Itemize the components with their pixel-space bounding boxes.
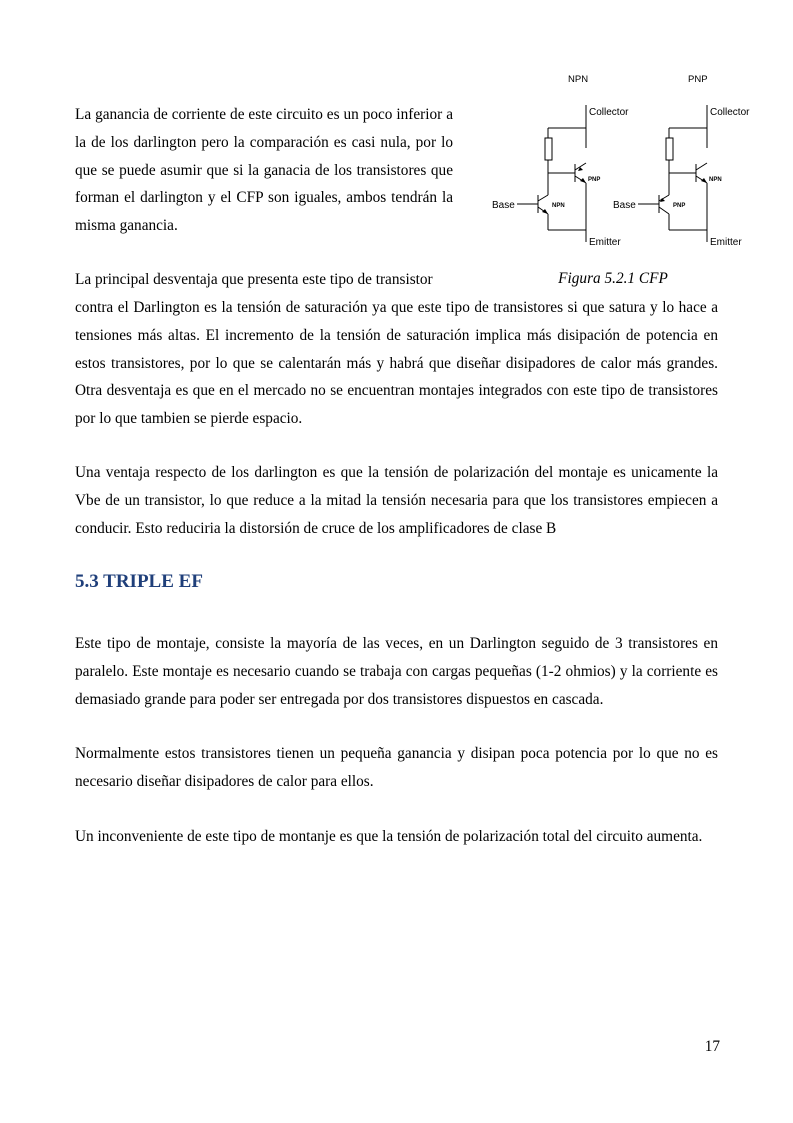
- right-lower-transistor-label: PNP: [673, 203, 686, 209]
- page-number: 17: [704, 1038, 720, 1055]
- left-base-label: Base: [492, 200, 515, 211]
- section-heading: 5.3 TRIPLE EF: [75, 571, 203, 592]
- paragraph-low-gain: Normalmente estos transistores tienen un pequeña ganancia y disipan poca potencia por lo que no es necesario diseñar disipadores de calor para ellos.: [75, 745, 718, 790]
- right-base-label: Base: [613, 200, 636, 211]
- left-upper-transistor-label: PNP: [588, 177, 601, 183]
- pnp-title: PNP: [688, 74, 708, 85]
- paragraph-advantage: Una ventaja respecto de los darlington es que la tensión de polarización del montaje es unicamente la Vbe de un transistor, lo que reduce a la mitad la tensión necesaria para que los transistores empiecen a conducir. Esto reduciria la distorsión de cruce de los amplificadores de clase B: [75, 464, 718, 537]
- paragraph-disadvantage-first-line: La principal desventaja que presenta este tipo de transistor: [75, 271, 433, 288]
- figure-caption: Figura 5.2.1 CFP: [558, 270, 668, 287]
- paragraph-disadvantage: contra el Darlington es la tensión de saturación ya que este tipo de transistores si que satura y lo hace a tensiones más altas. El incremento de la tensión de saturación implica más disipación de potencia en estos transistores, por lo que se calentarán más y habrá que diseñar disipadores de calor más grandes. Otra desventaja es que en el mercado no se encuentran montajes integrados con este tipo de transistores por lo que tambien se pierde espacio.: [75, 299, 718, 428]
- cfp-figure: [488, 70, 758, 250]
- npn-title: NPN: [568, 74, 589, 85]
- right-emitter-label: Emitter: [710, 237, 742, 248]
- right-upper-transistor-label: NPN: [709, 177, 722, 183]
- right-collector-label: Collector: [710, 107, 750, 118]
- paragraph-inconvenience: Un inconveniente de este tipo de montanje es que la tensión de polarización total del circuito aumenta.: [75, 828, 703, 845]
- paragraph-gain: La ganancia de corriente de este circuito es un poco inferior a la de los darlington pero la comparación es casi nula, por lo que se puede asumir que si la ganacia de los transistores que forman el darlington y el CFP son iguales, ambos tendrán la misma ganancia.: [75, 106, 453, 235]
- left-collector-label: Collector: [589, 107, 629, 118]
- left-emitter-label: Emitter: [589, 237, 621, 248]
- left-lower-transistor-label: NPN: [552, 203, 565, 209]
- paragraph-triple-ef: Este tipo de montaje, consiste la mayoría de las veces, en un Darlington seguido de 3 transistores en paralelo. Este montaje es necesario cuando se trabaja con cargas pequeñas (1-2 ohmios) y la corriente es demasiado grande para poder ser entregada por dos transistores dispuestos en cascada.: [75, 635, 718, 708]
